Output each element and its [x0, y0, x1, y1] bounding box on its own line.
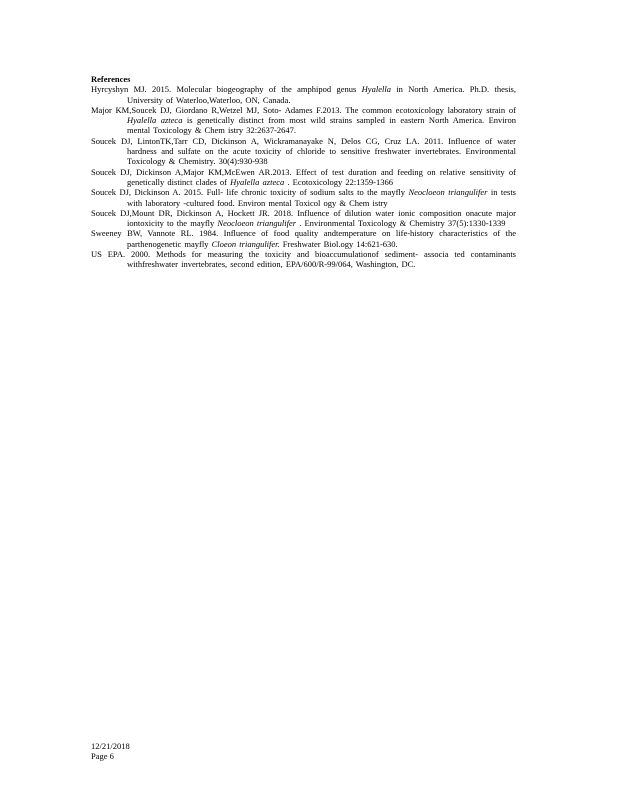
reference-text-continued: . Environmental Toxicology & Chemistry 37(5):1330-1339 — [296, 218, 506, 229]
reference-species-name: Cloeon triangulifer. — [211, 238, 280, 249]
reference-entry — [91, 228, 516, 249]
reference-species-name: Neocloeon triangulifer — [408, 187, 488, 198]
reference-text-continued: in tests with laboratory -cultured food. Environ mental Toxicol ogy & Chem istry — [127, 187, 516, 208]
reference-text: Hyrcyshyn MJ. 2015. Molecular biogeography of the amphipod genus — [91, 84, 362, 95]
footer-date: 12/21/2018 — [91, 741, 130, 751]
reference-text-continued: in North America. Ph.D. thesis, University of Waterloo,Waterloo, ON, Canada. — [127, 84, 516, 105]
reference-text: Soucek DJ,Mount DR, Dickinson A, Hockett JR. 2018. Influence of dilution water ionic composition onacute major iontoxicity to the mayfly — [91, 207, 516, 229]
reference-species-name: Hyalella azteca — [230, 176, 285, 187]
reference-entry — [91, 136, 516, 167]
reference-species-name: Hyalella azteca — [127, 115, 183, 126]
reference-text-continued: is genetically distinct from most wild strains sampled in eastern North America. Environ mental Toxicology & Chem istry 32:2637-2647. — [127, 115, 516, 136]
references-section — [91, 74, 516, 270]
reference-text-continued: . Ecotoxicology 22:1359-1366 — [284, 176, 394, 187]
reference-entry — [91, 167, 516, 188]
reference-entry — [91, 84, 516, 105]
reference-species-name: Hyalella — [361, 84, 391, 95]
reference-text: Soucek DJ, Dickinson A. 2015. Full- life chronic toxicity of sodium salts to the mayfly — [91, 187, 409, 198]
reference-text: Major KM,Soucek DJ, Giordano R,Wetzel MJ, Soto- Adames F.2013. The common ecotoxicology laboratory strain of — [91, 104, 516, 115]
page-footer — [91, 741, 130, 762]
reference-text: US EPA. 2000. Methods for measuring the toxicity and bioaccumulationof sediment- associa ted contaminants withfreshwater invertebrates, second edition, EPA/600/R-99/064, Washington, DC. — [91, 249, 516, 270]
references-heading: References — [91, 74, 131, 84]
reference-text: Soucek DJ, LintonTK,Tarr CD, Dickinson A, Wickramanayake N, Delos CG, Cruz LA. 2011. Influence of water hardness and sulfate on the acute toxicity of chloride to sensitive freshwater invertebrates. Environmental Toxicology & Chemistry. 30(4):930-938 — [91, 135, 516, 167]
reference-entry — [91, 105, 516, 136]
reference-list — [91, 84, 516, 269]
footer-page-number: Page 6 — [91, 751, 114, 762]
reference-entry — [91, 208, 516, 229]
reference-text: Soucek DJ, Dickinson A,Major KM,McEwen AR.2013. Effect of test duration and feeding on relative sensitivity of genetically distinct clades of — [91, 166, 516, 187]
reference-text: Sweeney BW, Vannote RL. 1984. Influence of food quality andtemperature on life-history characteristics of the parthenogenetic mayfly — [91, 228, 516, 249]
reference-text-continued: Freshwater Biol.ogy 14:621-630. — [279, 238, 398, 249]
reference-entry — [91, 249, 516, 270]
reference-entry — [91, 187, 516, 208]
reference-species-name: Neocloeon triangulifer — [217, 218, 297, 229]
